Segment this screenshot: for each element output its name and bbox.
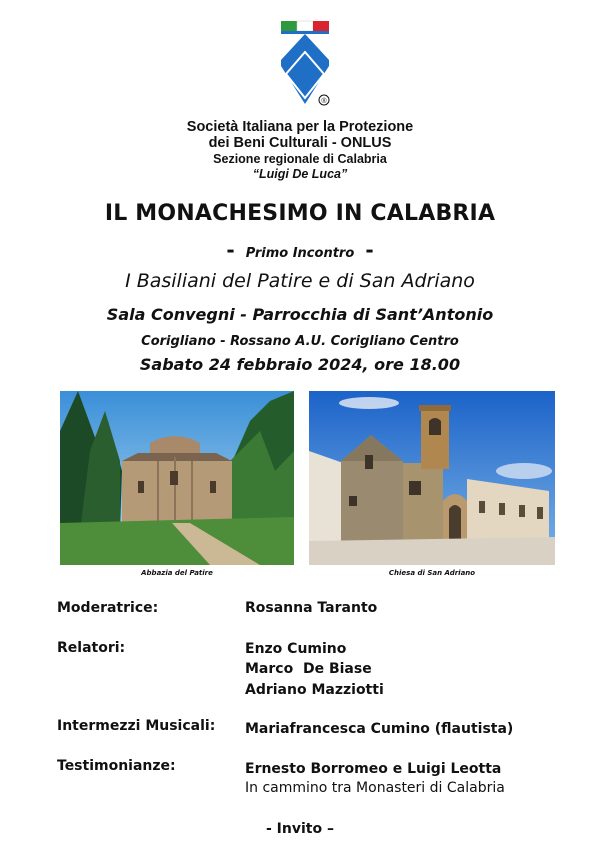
speaker-1: Enzo Cumino (245, 641, 347, 657)
org-section: Sezione regionale di Calabria (213, 152, 387, 166)
speaker-3: Adriano Mazziotti (245, 682, 384, 698)
event-topic: I Basiliani del Patire e di San Adriano (125, 270, 475, 292)
event-place: Corigliano - Rossano A.U. Corigliano Centro (141, 334, 459, 349)
testimonials-subtitle: In cammino tra Monasteri di Calabria (245, 780, 505, 796)
moderator-name: Rosanna Taranto (245, 600, 378, 616)
abbey-photo (60, 391, 294, 565)
org-name-line1: Società Italiana per la Protezione (186, 119, 414, 135)
registered-mark: ® (321, 98, 327, 105)
abbey-photo-caption: Abbazia del Patire (141, 569, 213, 577)
testimonials-names: Ernesto Borromeo e Luigi Leotta (245, 761, 502, 777)
subtitle-dash-left: - (226, 238, 235, 262)
moderator-label: Moderatrice: (57, 600, 159, 616)
event-venue: Sala Convegni - Parrocchia di Sant’Antonio (106, 305, 494, 324)
event-title: IL MONACHESIMO IN CALABRIA (104, 201, 496, 226)
event-subtitle-row (0, 238, 600, 262)
subtitle-dash-right: - (365, 238, 374, 262)
testimonials-label: Testimonianze: (57, 758, 176, 774)
music-label: Intermezzi Musicali: (57, 718, 216, 734)
speakers-label: Relatori: (57, 640, 126, 656)
organization-logo (278, 18, 334, 110)
org-dedication: “Luigi De Luca” (252, 167, 348, 181)
event-datetime: Sabato 24 febbraio 2024, ore 18.00 (139, 355, 461, 374)
church-photo-caption: Chiesa di San Adriano (388, 569, 476, 577)
event-subtitle: Primo Incontro (245, 246, 355, 261)
org-name-line2: dei Beni Culturali - ONLUS (208, 135, 392, 151)
invitation-footer: - Invito – (266, 821, 334, 837)
church-photo (309, 391, 555, 565)
musician-name: Mariafrancesca Cumino (flautista) (245, 721, 514, 737)
speaker-2: Marco De Biase (245, 661, 372, 677)
